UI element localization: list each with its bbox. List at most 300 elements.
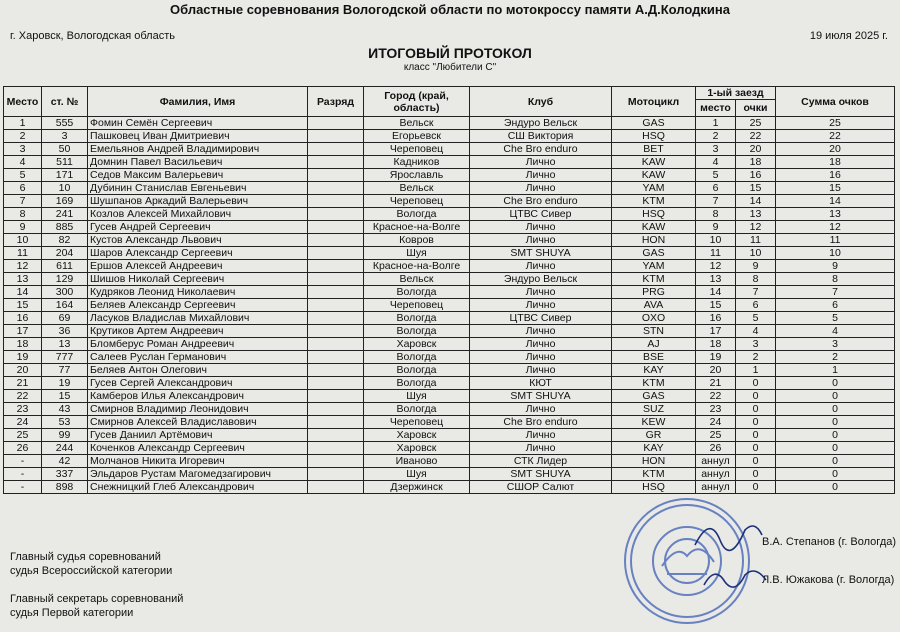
cell-bike: HSQ [612, 130, 696, 143]
cell-club: Эндуро Вельск [470, 273, 612, 286]
cell-rank [308, 156, 364, 169]
cell-rank [308, 130, 364, 143]
cell-club: КЮТ [470, 377, 612, 390]
cell-city: Ярославль [364, 169, 470, 182]
cell-place: 9 [4, 221, 42, 234]
table-row [4, 195, 895, 208]
cell-bike: KAW [612, 169, 696, 182]
signature-judge-icon [690, 505, 770, 565]
cell-heat-place: 19 [696, 351, 736, 364]
cell-heat-place: 15 [696, 299, 736, 312]
cell-number: 204 [42, 247, 88, 260]
cell-rank [308, 299, 364, 312]
cell-heat-place: аннул [696, 481, 736, 494]
cell-place: 16 [4, 312, 42, 325]
cell-heat-points: 9 [736, 260, 776, 273]
table-row [4, 130, 895, 143]
cell-name: Фомин Семён Сергеевич [88, 117, 308, 130]
cell-place: 17 [4, 325, 42, 338]
document-title: Областные соревнования Вологодской области по мотокроссу памяти А.Д.Колодкина [170, 2, 730, 17]
table-row [4, 169, 895, 182]
cell-rank [308, 338, 364, 351]
cell-heat-points: 0 [736, 377, 776, 390]
cell-place: 18 [4, 338, 42, 351]
results-body [4, 117, 895, 494]
cell-heat-place: 25 [696, 429, 736, 442]
cell-total: 0 [776, 429, 895, 442]
cell-heat-place: 2 [696, 130, 736, 143]
cell-city: Ковров [364, 234, 470, 247]
cell-number: 77 [42, 364, 88, 377]
cell-name: Коченков Александр Сергеевич [88, 442, 308, 455]
cell-heat-place: 4 [696, 156, 736, 169]
chief-secretary-title [10, 592, 183, 620]
table-row [4, 182, 895, 195]
table-row [4, 286, 895, 299]
cell-bike: KTM [612, 195, 696, 208]
cell-bike: KAW [612, 156, 696, 169]
cell-club: Лично [470, 260, 612, 273]
cell-bike: GAS [612, 390, 696, 403]
cell-total: 2 [776, 351, 895, 364]
col-place: Место [4, 87, 42, 117]
cell-club: Che Bro enduro [470, 143, 612, 156]
cell-city: Вельск [364, 117, 470, 130]
cell-club: Лично [470, 351, 612, 364]
cell-heat-place: 18 [696, 338, 736, 351]
cell-heat-place: 16 [696, 312, 736, 325]
cell-name: Беляев Антон Олегович [88, 364, 308, 377]
cell-heat-place: 10 [696, 234, 736, 247]
cell-bike: KAW [612, 221, 696, 234]
cell-bike: AVA [612, 299, 696, 312]
cell-city: Вологда [364, 364, 470, 377]
cell-total: 0 [776, 442, 895, 455]
cell-heat-points: 7 [736, 286, 776, 299]
cell-heat-points: 15 [736, 182, 776, 195]
cell-bike: AJ [612, 338, 696, 351]
cell-city: Вологда [364, 325, 470, 338]
cell-heat-place: 9 [696, 221, 736, 234]
table-row [4, 403, 895, 416]
col-city: Город (край, область) [364, 87, 470, 117]
cell-heat-place: 3 [696, 143, 736, 156]
chief-secretary-line1: Главный секретарь соревнований [10, 593, 184, 605]
cell-total: 0 [776, 455, 895, 468]
cell-total: 0 [776, 390, 895, 403]
cell-total: 10 [776, 247, 895, 260]
cell-club: ЦТВС Сивер [470, 208, 612, 221]
cell-name: Ласуков Владислав Михайлович [88, 312, 308, 325]
cell-number: 169 [42, 195, 88, 208]
cell-place: 6 [4, 182, 42, 195]
cell-city: Вологда [364, 208, 470, 221]
cell-total: 1 [776, 364, 895, 377]
table-row [4, 221, 895, 234]
cell-club: ЦТВС Сивер [470, 312, 612, 325]
table-row [4, 351, 895, 364]
cell-rank [308, 260, 364, 273]
cell-rank [308, 169, 364, 182]
cell-number: 53 [42, 416, 88, 429]
cell-heat-place: 20 [696, 364, 736, 377]
cell-number: 15 [42, 390, 88, 403]
cell-rank [308, 416, 364, 429]
table-row [4, 234, 895, 247]
col-bike: Мотоцикл [612, 87, 696, 117]
cell-heat-points: 18 [736, 156, 776, 169]
cell-heat-points: 0 [736, 390, 776, 403]
cell-place: 10 [4, 234, 42, 247]
cell-heat-points: 0 [736, 468, 776, 481]
cell-rank [308, 390, 364, 403]
cell-number: 43 [42, 403, 88, 416]
cell-number: 244 [42, 442, 88, 455]
cell-total: 14 [776, 195, 895, 208]
cell-total: 8 [776, 273, 895, 286]
col-heat-place: место [696, 100, 736, 117]
cell-place: 5 [4, 169, 42, 182]
chief-judge-line1: Главный судья соревнований [10, 551, 161, 563]
cell-place: 4 [4, 156, 42, 169]
cell-city: Шуя [364, 390, 470, 403]
cell-number: 164 [42, 299, 88, 312]
col-name: Фамилия, Имя [88, 87, 308, 117]
cell-number: 69 [42, 312, 88, 325]
cell-city: Красное-на-Волге [364, 221, 470, 234]
cell-heat-place: 21 [696, 377, 736, 390]
cell-name: Козлов Алексей Михайлович [88, 208, 308, 221]
cell-club: SMT SHUYA [470, 247, 612, 260]
cell-rank [308, 247, 364, 260]
cell-bike: BET [612, 143, 696, 156]
chief-judge-title [10, 550, 172, 578]
cell-heat-points: 22 [736, 130, 776, 143]
cell-number: 50 [42, 143, 88, 156]
cell-heat-place: 11 [696, 247, 736, 260]
cell-club: Che Bro enduro [470, 195, 612, 208]
table-row [4, 429, 895, 442]
cell-place: 15 [4, 299, 42, 312]
cell-name: Камберов Илья Александрович [88, 390, 308, 403]
cell-bike: KEW [612, 416, 696, 429]
cell-heat-place: 22 [696, 390, 736, 403]
cell-heat-place: аннул [696, 468, 736, 481]
cell-club: Лично [470, 403, 612, 416]
cell-name: Смирнов Владимир Леонидович [88, 403, 308, 416]
cell-number: 99 [42, 429, 88, 442]
cell-name: Кустов Александр Львович [88, 234, 308, 247]
table-row [4, 299, 895, 312]
cell-club: Лично [470, 169, 612, 182]
cell-bike: KTM [612, 468, 696, 481]
cell-rank [308, 234, 364, 247]
cell-club: СШ Виктория [470, 130, 612, 143]
cell-bike: KTM [612, 273, 696, 286]
cell-club: Лично [470, 429, 612, 442]
cell-heat-points: 0 [736, 481, 776, 494]
cell-city: Череповец [364, 143, 470, 156]
cell-rank [308, 286, 364, 299]
cell-bike: PRG [612, 286, 696, 299]
table-row [4, 377, 895, 390]
table-row [4, 468, 895, 481]
cell-heat-points: 16 [736, 169, 776, 182]
cell-bike: OXO [612, 312, 696, 325]
cell-bike: HON [612, 234, 696, 247]
cell-total: 25 [776, 117, 895, 130]
cell-number: 777 [42, 351, 88, 364]
cell-city: Дзержинск [364, 481, 470, 494]
cell-number: 129 [42, 273, 88, 286]
table-row [4, 273, 895, 286]
cell-bike: GR [612, 429, 696, 442]
cell-city: Череповец [364, 299, 470, 312]
cell-bike: SUZ [612, 403, 696, 416]
cell-bike: STN [612, 325, 696, 338]
chief-secretary-name: Л.В. Южакова (г. Вологда) [762, 574, 895, 586]
cell-city: Вологда [364, 351, 470, 364]
cell-total: 15 [776, 182, 895, 195]
cell-rank [308, 182, 364, 195]
cell-heat-points: 1 [736, 364, 776, 377]
event-location: г. Харовск, Вологодская область [10, 30, 175, 42]
cell-heat-points: 4 [736, 325, 776, 338]
cell-city: Шуя [364, 247, 470, 260]
cell-city: Иваново [364, 455, 470, 468]
cell-name: Кудряков Леонид Николаевич [88, 286, 308, 299]
cell-name: Гусев Андрей Сергеевич [88, 221, 308, 234]
cell-name: Снежницкий Глеб Александрович [88, 481, 308, 494]
cell-number: 611 [42, 260, 88, 273]
cell-number: 898 [42, 481, 88, 494]
cell-club: SMT SHUYA [470, 390, 612, 403]
cell-name: Домнин Павел Васильевич [88, 156, 308, 169]
cell-name: Шишов Николай Сергеевич [88, 273, 308, 286]
cell-bike: GAS [612, 247, 696, 260]
cell-heat-place: 17 [696, 325, 736, 338]
cell-bike: YAM [612, 182, 696, 195]
cell-total: 20 [776, 143, 895, 156]
cell-city: Череповец [364, 416, 470, 429]
cell-heat-points: 2 [736, 351, 776, 364]
cell-rank [308, 325, 364, 338]
cell-rank [308, 221, 364, 234]
cell-rank [308, 195, 364, 208]
cell-place: 20 [4, 364, 42, 377]
cell-heat-place: 1 [696, 117, 736, 130]
cell-city: Егорьевск [364, 130, 470, 143]
cell-total: 0 [776, 468, 895, 481]
col-club: Клуб [470, 87, 612, 117]
cell-place: 14 [4, 286, 42, 299]
cell-total: 22 [776, 130, 895, 143]
cell-heat-points: 10 [736, 247, 776, 260]
cell-place: 1 [4, 117, 42, 130]
cell-bike: HON [612, 455, 696, 468]
cell-name: Молчанов Никита Игоревич [88, 455, 308, 468]
cell-rank [308, 312, 364, 325]
cell-number: 885 [42, 221, 88, 234]
cell-number: 300 [42, 286, 88, 299]
cell-club: Лично [470, 221, 612, 234]
cell-total: 5 [776, 312, 895, 325]
cell-bike: YAM [612, 260, 696, 273]
cell-heat-place: 13 [696, 273, 736, 286]
cell-city: Харовск [364, 442, 470, 455]
cell-club: Лично [470, 234, 612, 247]
cell-place: 21 [4, 377, 42, 390]
cell-place: 7 [4, 195, 42, 208]
cell-bike: HSQ [612, 208, 696, 221]
cell-rank [308, 377, 364, 390]
cell-total: 0 [776, 416, 895, 429]
cell-club: Эндуро Вельск [470, 117, 612, 130]
cell-city: Череповец [364, 195, 470, 208]
cell-name: Шаров Александр Сергеевич [88, 247, 308, 260]
cell-city: Вельск [364, 182, 470, 195]
cell-name: Ершов Алексей Андреевич [88, 260, 308, 273]
cell-city: Харовск [364, 338, 470, 351]
table-row [4, 455, 895, 468]
cell-number: 13 [42, 338, 88, 351]
col-heat-points: очки [736, 100, 776, 117]
cell-club: Лично [470, 156, 612, 169]
cell-name: Седов Максим Валерьевич [88, 169, 308, 182]
cell-place: 2 [4, 130, 42, 143]
cell-heat-points: 12 [736, 221, 776, 234]
cell-name: Гусев Даниил Артёмович [88, 429, 308, 442]
cell-club: SMT SHUYA [470, 468, 612, 481]
cell-name: Крутиков Артем Андреевич [88, 325, 308, 338]
event-date: 19 июля 2025 г. [809, 30, 888, 42]
cell-place: 11 [4, 247, 42, 260]
cell-city: Шуя [364, 468, 470, 481]
cell-heat-points: 20 [736, 143, 776, 156]
table-row [4, 416, 895, 429]
cell-city: Вологда [364, 403, 470, 416]
cell-city: Кадников [364, 156, 470, 169]
cell-number: 10 [42, 182, 88, 195]
cell-club: Лично [470, 286, 612, 299]
cell-number: 337 [42, 468, 88, 481]
cell-bike: KTM [612, 377, 696, 390]
cell-club: Лично [470, 364, 612, 377]
cell-heat-place: 23 [696, 403, 736, 416]
cell-name: Емельянов Андрей Владимирович [88, 143, 308, 156]
cell-city: Харовск [364, 429, 470, 442]
cell-total: 12 [776, 221, 895, 234]
cell-heat-place: 24 [696, 416, 736, 429]
cell-club: Лично [470, 182, 612, 195]
table-row [4, 338, 895, 351]
cell-rank [308, 117, 364, 130]
table-row [4, 117, 895, 130]
cell-total: 0 [776, 377, 895, 390]
cell-place: 8 [4, 208, 42, 221]
cell-total: 18 [776, 156, 895, 169]
cell-heat-place: 8 [696, 208, 736, 221]
protocol-title: ИТОГОВЫЙ ПРОТОКОЛ [368, 45, 532, 61]
cell-city: Красное-на-Волге [364, 260, 470, 273]
cell-place: 3 [4, 143, 42, 156]
cell-rank [308, 481, 364, 494]
chief-judge-name: В.А. Степанов (г. Вологда) [762, 536, 897, 548]
cell-place: - [4, 481, 42, 494]
col-rank: Разряд [308, 87, 364, 117]
cell-number: 555 [42, 117, 88, 130]
cell-number: 42 [42, 455, 88, 468]
table-row [4, 481, 895, 494]
cell-heat-points: 0 [736, 403, 776, 416]
cell-bike: KAY [612, 442, 696, 455]
cell-place: - [4, 455, 42, 468]
cell-heat-points: 14 [736, 195, 776, 208]
col-heat1: 1-ый заезд [696, 87, 776, 100]
cell-bike: BSE [612, 351, 696, 364]
cell-heat-points: 3 [736, 338, 776, 351]
cell-rank [308, 403, 364, 416]
cell-heat-points: 6 [736, 299, 776, 312]
cell-total: 3 [776, 338, 895, 351]
cell-place: 24 [4, 416, 42, 429]
cell-name: Пашковец Иван Дмитриевич [88, 130, 308, 143]
cell-total: 0 [776, 403, 895, 416]
cell-heat-place: 6 [696, 182, 736, 195]
cell-rank [308, 364, 364, 377]
cell-bike: HSQ [612, 481, 696, 494]
cell-number: 19 [42, 377, 88, 390]
cell-heat-place: 14 [696, 286, 736, 299]
cell-rank [308, 429, 364, 442]
cell-place: 23 [4, 403, 42, 416]
cell-heat-place: 12 [696, 260, 736, 273]
cell-total: 7 [776, 286, 895, 299]
cell-heat-points: 8 [736, 273, 776, 286]
cell-rank [308, 273, 364, 286]
cell-heat-points: 13 [736, 208, 776, 221]
table-row [4, 156, 895, 169]
cell-place: - [4, 468, 42, 481]
cell-name: Салеев Руслан Германович [88, 351, 308, 364]
cell-number: 241 [42, 208, 88, 221]
col-total: Сумма очков [776, 87, 895, 117]
cell-name: Беляев Александр Сергеевич [88, 299, 308, 312]
cell-number: 511 [42, 156, 88, 169]
cell-rank [308, 143, 364, 156]
cell-bike: KAY [612, 364, 696, 377]
cell-city: Вологда [364, 312, 470, 325]
class-label: класс "Любители С" [403, 62, 497, 73]
results-table [3, 86, 895, 494]
cell-heat-points: 5 [736, 312, 776, 325]
cell-place: 22 [4, 390, 42, 403]
chief-secretary-line2: судья Первой категории [10, 607, 134, 619]
cell-name: Эльдаров Рустам Магомедзагирович [88, 468, 308, 481]
cell-city: Вельск [364, 273, 470, 286]
cell-total: 13 [776, 208, 895, 221]
cell-total: 4 [776, 325, 895, 338]
table-row [4, 442, 895, 455]
cell-total: 6 [776, 299, 895, 312]
cell-club: Лично [470, 442, 612, 455]
cell-rank [308, 455, 364, 468]
col-number: ст. № [42, 87, 88, 117]
cell-rank [308, 468, 364, 481]
cell-name: Дубинин Станислав Евгеньевич [88, 182, 308, 195]
table-row [4, 260, 895, 273]
cell-heat-place: аннул [696, 455, 736, 468]
